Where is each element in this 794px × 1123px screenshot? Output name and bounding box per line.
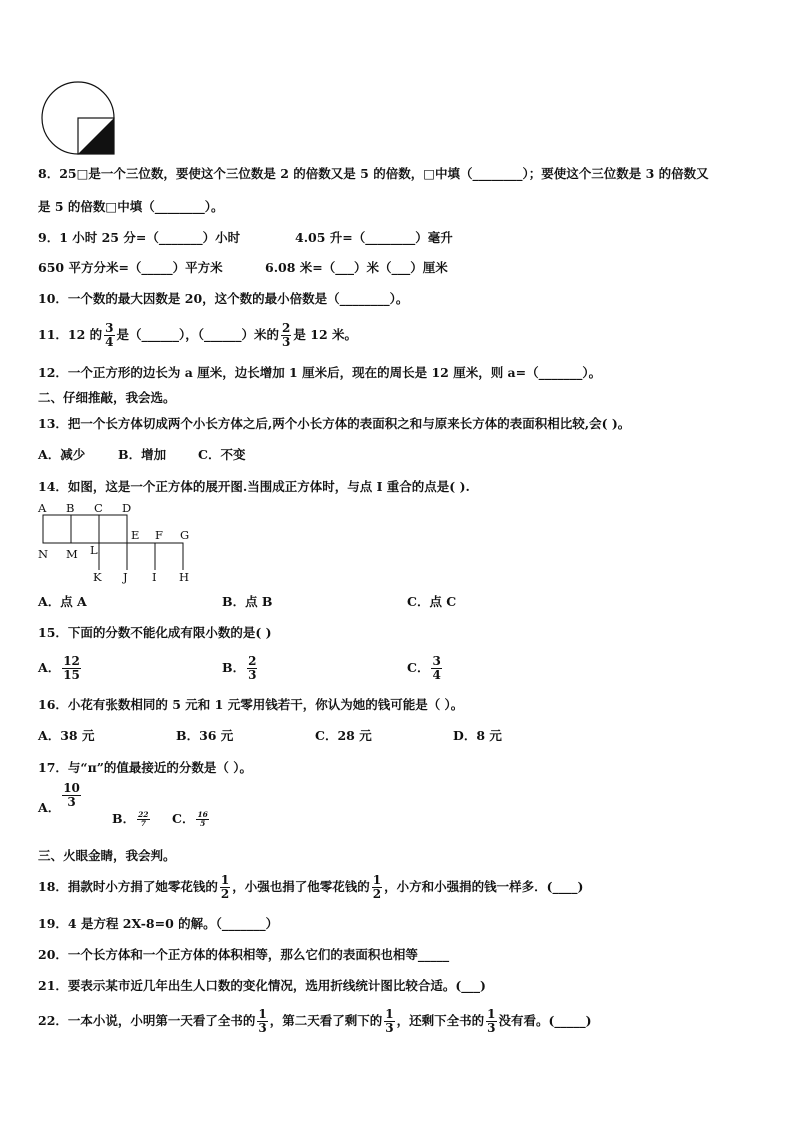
q16-option-b: B．36 元 [176,728,234,743]
q11-suffix: 是 12 米。 [293,327,357,342]
q19: 19．4 是方程 2X-8=0 的解。（_______） [38,916,279,931]
fraction-denominator: 5 [200,819,206,828]
q22-fraction-3 [486,1008,496,1035]
option-letter: A． [38,800,61,815]
cube-net-diagram [38,510,198,570]
net-label-j: J [123,570,128,584]
q16-stem: 16．小花有张数相同的 5 元和 1 元零用钱若干，你认为她的钱可能是（ ）。 [38,697,464,712]
q9-part-a: 9．1 小时 25 分=（_______）小时 [38,230,241,245]
option-fraction [196,811,208,828]
fraction-denominator: 7 [140,819,146,828]
fraction-numerator: 1 [487,1007,496,1021]
q17-option-a [38,781,83,826]
q21: 21．要表示某市近几年出生人口数的变化情况，选用折线统计图比较合适。(___) [38,978,486,993]
q15-stem: 15．下面的分数不能化成有限小数的是( ) [38,625,272,640]
net-label-l: L [90,543,98,557]
fraction-numerator: 22 [138,810,149,819]
q17-stem: 17．与“π”的值最接近的分数是（ ）。 [38,760,253,775]
fraction-numerator: 10 [63,781,80,795]
net-label-n: N [38,547,49,561]
q9-part-b: 4.05 升=（________）毫升 [295,230,453,245]
net-label-a: A [38,501,47,515]
option-letter: A． [38,660,61,675]
q11-mid: 是（______），（______）米的 [116,327,280,342]
fraction-numerator: 3 [432,654,441,668]
q18-part-a: 18．捐款时小方捐了她零花钱的 [38,879,218,894]
q22-fraction-1 [257,1008,267,1035]
q18-fraction-2 [372,874,382,901]
fraction-denominator: 4 [105,335,114,349]
option-letter: B． [112,811,136,826]
option-fraction [431,655,441,682]
q15-option-b [222,652,259,684]
q17-option-b [112,806,152,832]
q14-option-b: B．点 B [222,594,273,609]
fraction-numerator: 2 [282,321,291,335]
q22-part-b: ，第二天看了剩下的 [269,1013,383,1028]
net-label-k: K [93,570,102,584]
q9-part-c: 650 平方分米=（_____）平方米 [38,260,223,275]
fraction-numerator: 1 [385,1007,394,1021]
section-3-heading: 三、火眼金睛，我会判。 [38,848,176,863]
q13-option-b: B．增加 [118,447,167,462]
option-letter: C． [172,811,195,826]
q20: 20．一个长方体和一个正方体的体积相等，那么它们的表面积也相等_____ [38,947,450,962]
q11-fraction-2 [281,322,291,349]
option-fraction [137,811,149,828]
fraction-numerator: 12 [63,654,80,668]
net-label-g: G [180,528,190,542]
fraction-denominator: 4 [432,668,441,682]
q13-option-a: A．减少 [38,447,86,462]
q16-option-c: C．28 元 [315,728,372,743]
option-fraction [62,655,81,682]
q10: 10．一个数的最大因数是 20，这个数的最小倍数是（________）。 [38,291,409,306]
fraction-denominator: 2 [372,887,382,901]
q12: 12．一个正方形的边长为 a 厘米，边长增加 1 厘米后，现在的周长是 12 厘米，则 a=（_______）。 [38,365,602,380]
q11 [38,320,357,350]
fraction-numerator: 2 [248,654,257,668]
q14-option-c: C．点 C [407,594,457,609]
net-label-d: D [122,501,132,515]
fraction-denominator: 3 [67,795,76,809]
q18-fraction-1 [220,874,230,901]
q15-option-c [407,652,444,684]
fraction-denominator: 3 [282,335,291,349]
circle-quarter-figure [40,80,120,160]
fraction-numerator: 16 [197,810,208,819]
q18-part-c: ，小方和小强捐的钱一样多．(____) [384,879,584,894]
option-fraction [247,655,257,682]
q22-part-d: 没有看。(_____) [498,1013,592,1028]
fraction-denominator: 2 [220,887,230,901]
net-label-m: M [66,547,78,561]
fraction-numerator: 3 [105,321,114,335]
q11-prefix: 11．12 的 [38,327,103,342]
net-label-f: F [155,528,163,542]
option-fraction [62,782,81,809]
q14-option-a: A．点 A [38,594,87,609]
q16-option-a: A．38 元 [38,728,95,743]
net-label-i: I [152,570,157,584]
q22 [38,1006,592,1036]
q13-option-c: C．不变 [198,447,246,462]
fraction-numerator: 1 [220,873,230,887]
fraction-denominator: 3 [248,668,257,682]
fraction-numerator: 1 [258,1007,267,1021]
q9-part-d: 6.08 米=（___）米（___）厘米 [265,260,448,275]
net-label-e: E [131,528,140,542]
net-label-c: C [94,501,103,515]
q17-option-c [172,806,211,832]
q15-option-a [38,652,83,684]
option-letter: C． [407,660,430,675]
fraction-denominator: 3 [385,1021,394,1035]
option-letter: B． [222,660,246,675]
q11-fraction-1 [104,322,114,349]
fraction-denominator: 3 [487,1021,496,1035]
q8-line1: 8．25□是一个三位数，要使这个三位数是 2 的倍数又是 5 的倍数，□中填（________）；要使这个三位数是 3 的倍数又 [38,166,709,181]
q8-line2: 是 5 的倍数□中填（________）。 [38,199,224,214]
q14-stem: 14．如图，这是一个正方体的展开图.当围成正方体时，与点 I 重合的点是( ). [38,479,470,494]
q22-part-c: ，还剩下全书的 [396,1013,485,1028]
fraction-denominator: 3 [258,1021,267,1035]
fraction-numerator: 1 [372,873,382,887]
q18 [38,872,583,902]
q16-option-d: D．8 元 [453,728,502,743]
q22-fraction-2 [384,1008,394,1035]
q22-part-a: 22．一本小说，小明第一天看了全书的 [38,1013,256,1028]
net-label-h: H [179,570,190,584]
q13-stem: 13．把一个长方体切成两个小长方体之后,两个小长方体的表面积之和与原来长方体的表面积相比较,会( )。 [38,416,631,431]
fraction-denominator: 15 [63,668,80,682]
q18-part-b: ，小强也捐了他零花钱的 [232,879,370,894]
net-label-b: B [66,501,75,515]
section-2-heading: 二、仔细推敲，我会选。 [38,390,176,405]
